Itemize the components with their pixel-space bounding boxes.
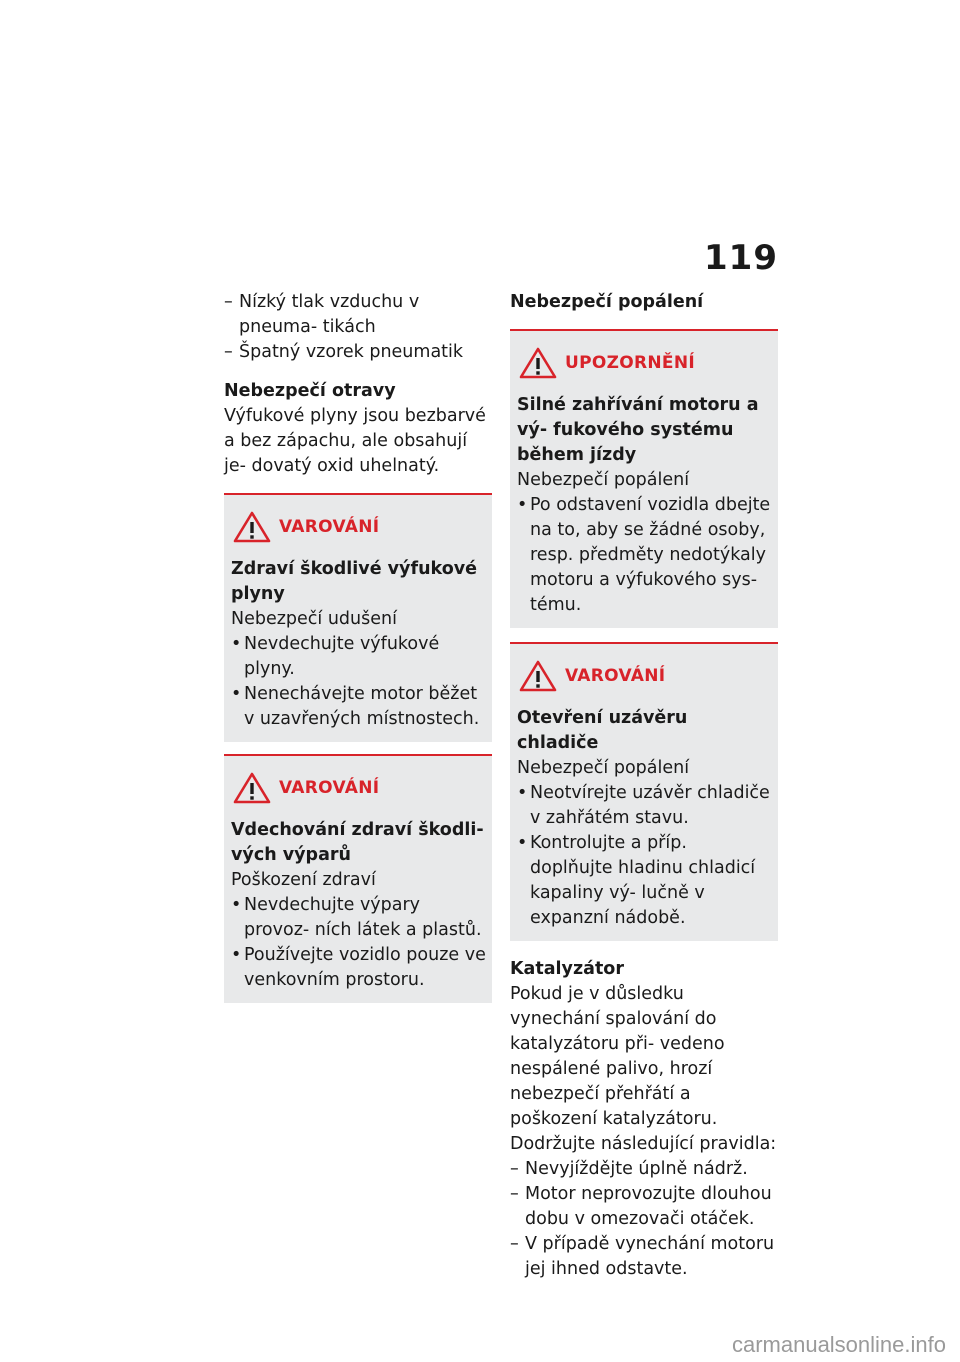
warning-title: Zdraví škodlivé výfukové plyny [231,559,478,604]
list-item: • Nevdechujte výfukové plyny. [231,634,440,679]
page-number: 119 [704,238,778,278]
watermark: carmanualsonline.info [731,1332,946,1357]
warning-label: VAROVÁNÍ [279,777,380,798]
warning-label: VAROVÁNÍ [565,665,666,686]
caution-title: Silné zahřívání motoru a vý- fukového systému během jízdy [517,395,759,465]
warning-label: VAROVÁNÍ [279,516,380,537]
section-text: Výfukové plyny jsou bezbarvé a bez zápachu, ale obsahují je- dovatý oxid uhelnatý. [224,406,486,476]
warning-subtitle: Nebezpečí popálení [517,758,690,778]
warning-box [224,493,492,742]
list-item: • Nenechávejte motor běžet v uzavřených místnostech. [231,684,480,729]
caution-box [510,329,778,628]
caution-subtitle: Nebezpečí popálení [517,470,690,490]
list-item: • Kontrolujte a příp. doplňujte hladinu chladicí kapaliny vý- lučně v expanzní nádobě. [517,833,756,928]
warning-box [510,642,778,941]
list-item: • Nevdechujte výpary provoz- ních látek a plastů. [231,895,482,940]
warning-subtitle: Poškození zdraví [231,870,376,890]
list-item: – Nevyjíždějte úplně nádrž. [510,1159,748,1179]
list-item: – Nízký tlak vzduchu v pneuma- tikách [224,292,420,337]
right-column [510,290,778,1282]
section-heading: Katalyzátor [510,959,624,979]
section-heading: Nebezpečí otravy [224,381,396,401]
section-heading: Nebezpečí popálení [510,292,704,312]
section-text: Pokud je v důsledku vynechání spalování do katalyzátoru při- vedeno nespálené palivo, hrozí nebezpečí přehřátí a poškození katalyzátoru. [510,984,725,1129]
rules-intro: Dodržujte následující pravidla: [510,1134,777,1154]
warning-triangle-icon [519,660,557,692]
left-column [224,290,492,1003]
list-item: • Po odstavení vozidla dbejte na to, aby se žádné osoby, resp. předměty nedotýkaly motoru a výfukového sys- tému. [517,495,771,615]
warning-triangle-icon [233,772,271,804]
list-item: • Neotvírejte uzávěr chladiče v zahřátém stavu. [517,783,770,828]
warning-box [224,754,492,1003]
warning-title: Vdechování zdraví škodli- vých výparů [231,820,484,865]
warning-subtitle: Nebezpečí udušení [231,609,397,629]
caution-label: UPOZORNĚNÍ [565,352,695,373]
list-item: – V případě vynechání motoru jej ihned odstavte. [510,1234,775,1279]
list-item: • Používejte vozidlo pouze ve venkovním prostoru. [231,945,486,990]
warning-triangle-icon [519,347,557,379]
list-item: – Špatný vzorek pneumatik [224,342,464,362]
warning-title: Otevření uzávěru chladiče [517,708,688,753]
warning-triangle-icon [233,511,271,543]
list-item: – Motor neprovozujte dlouhou dobu v omezovači otáček. [510,1184,772,1229]
